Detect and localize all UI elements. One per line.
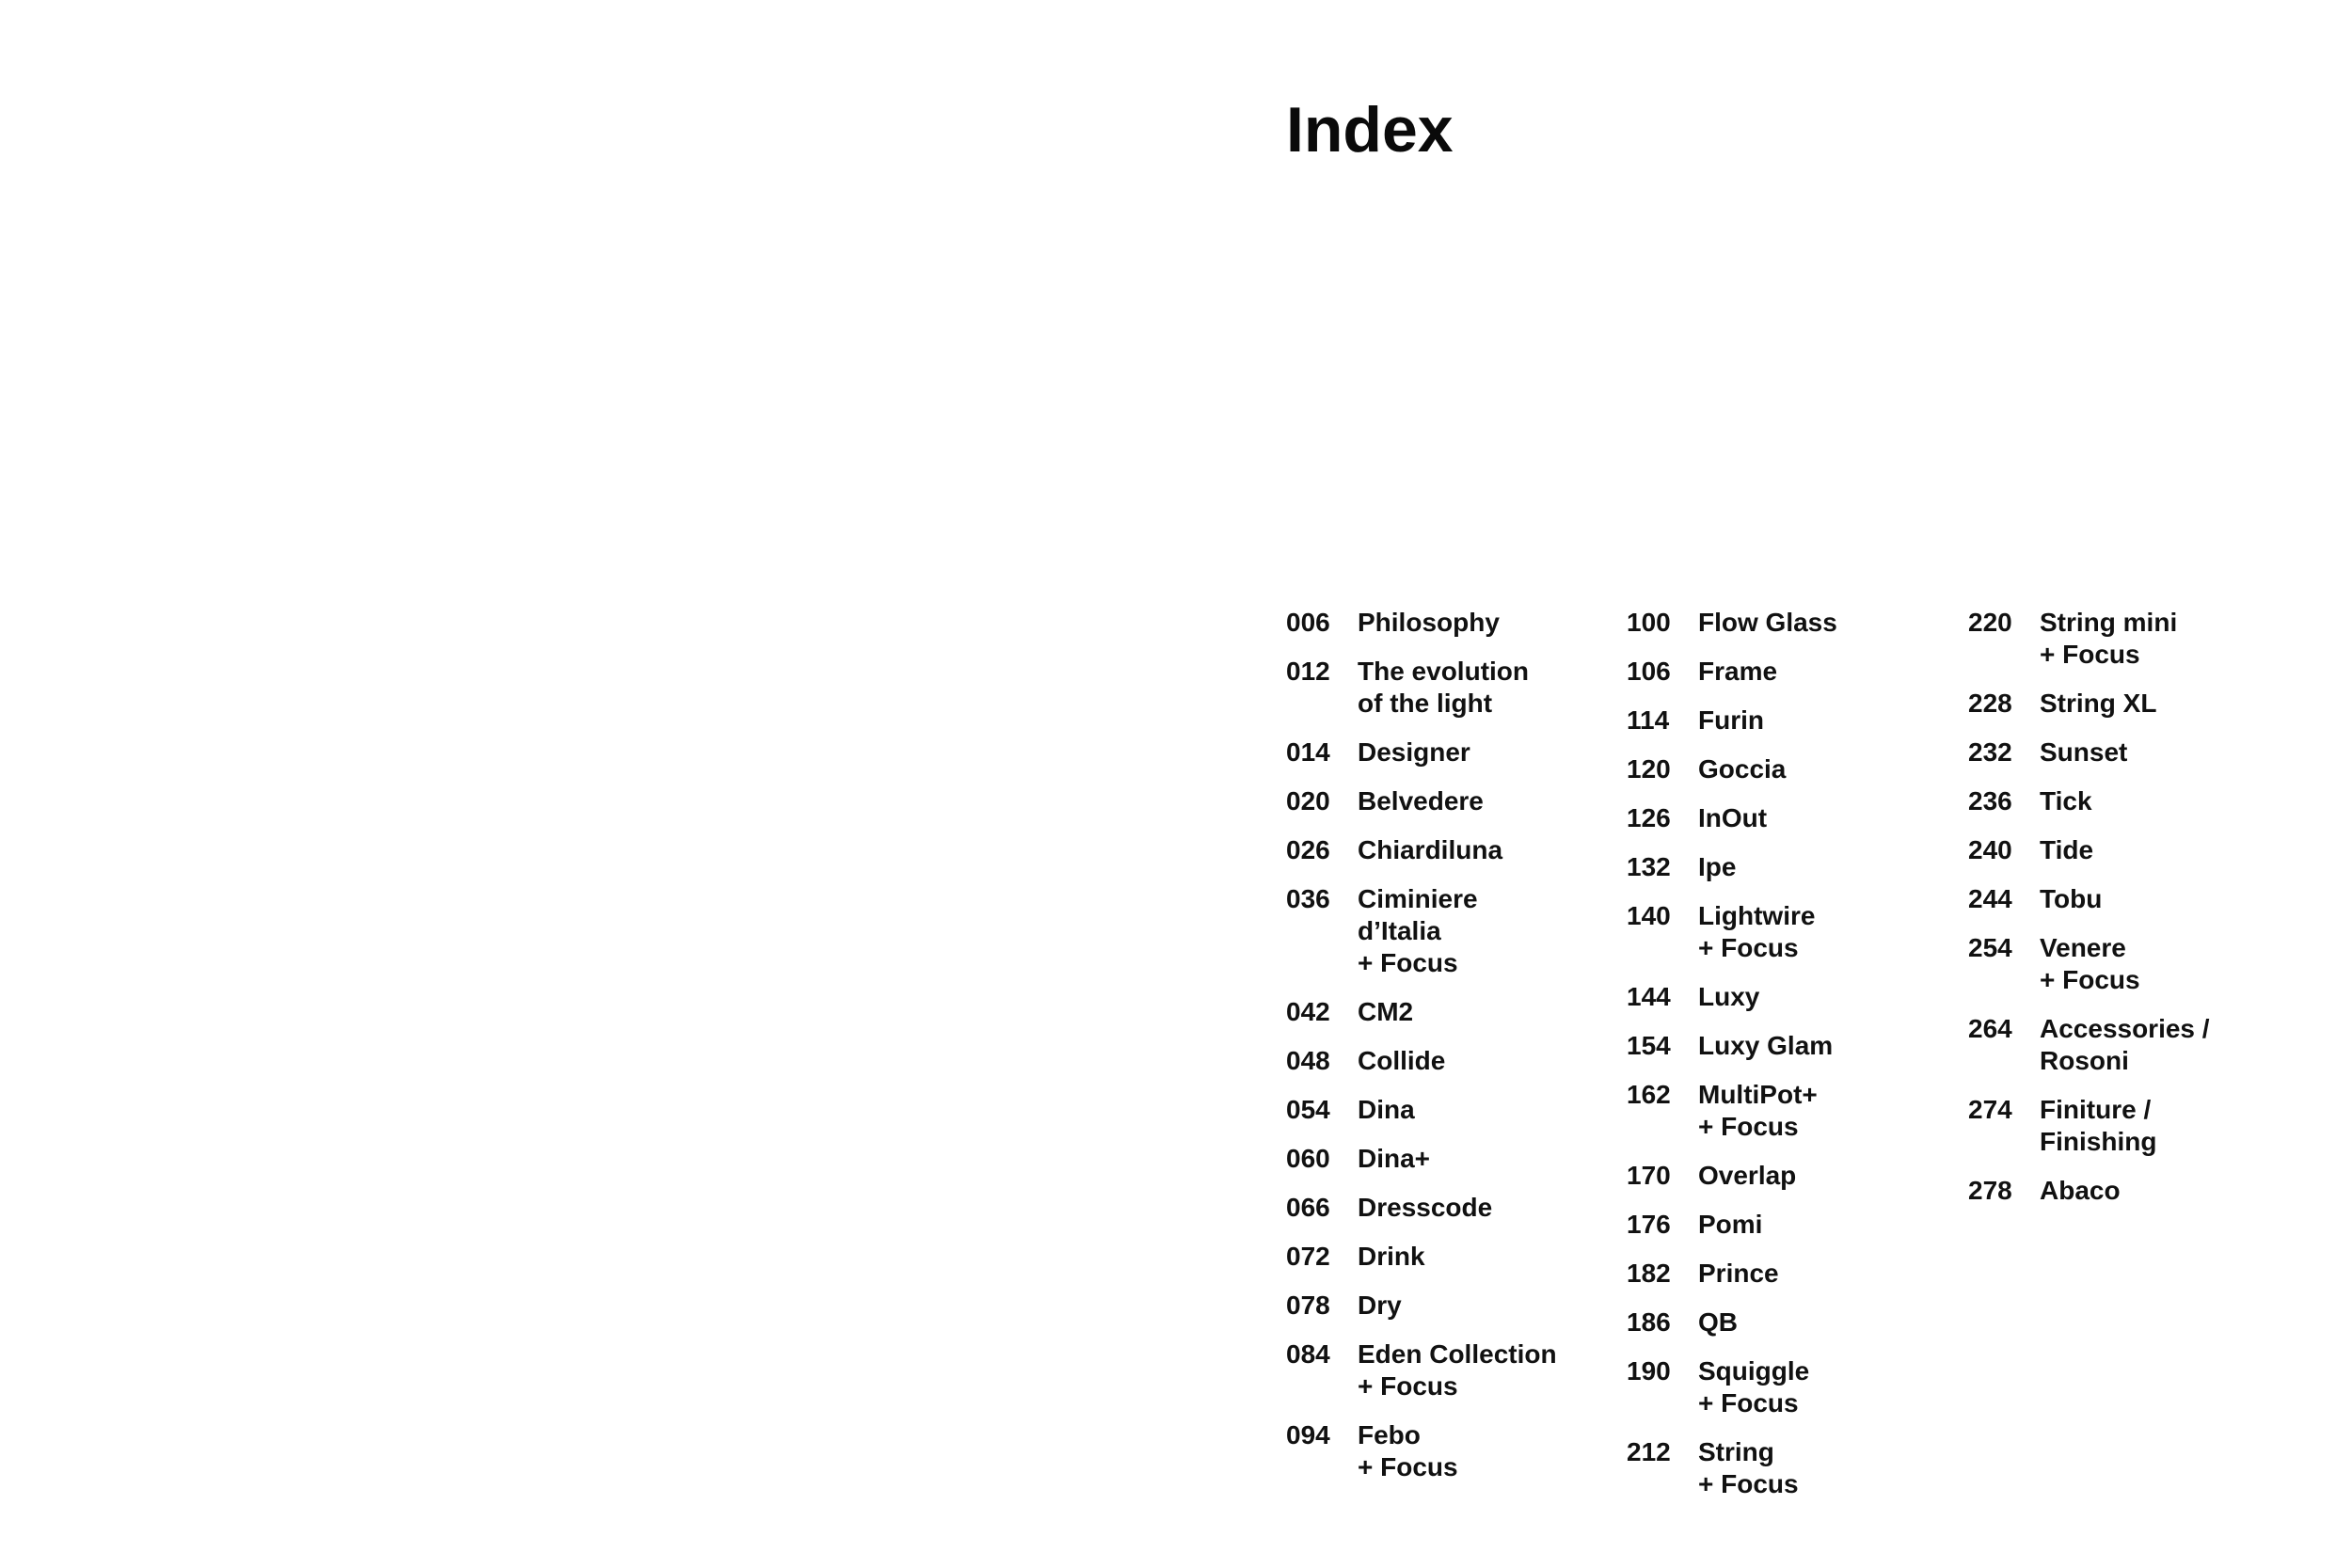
index-entry-page-number: 066 [1286, 1193, 1330, 1222]
index-entry-title: CM2 [1358, 997, 1414, 1026]
index-entry[interactable] [1627, 753, 1951, 785]
index-entry-title: Lightwire + Focus [1698, 901, 1816, 962]
index-entry-title: Prince [1698, 1259, 1779, 1288]
index-entry-page-number: 014 [1286, 737, 1330, 767]
index-entry-page-number: 240 [1968, 835, 2012, 864]
index-entry[interactable] [1286, 736, 1611, 768]
index-entry-page-number: 182 [1627, 1259, 1671, 1288]
index-entry[interactable] [1286, 1045, 1611, 1077]
index-entry-title: The evolution of the light [1358, 657, 1529, 718]
index-column-2 [1627, 607, 1951, 1517]
index-entry-page-number: 012 [1286, 657, 1330, 686]
index-entry-page-number: 254 [1968, 933, 2012, 962]
index-entry-page-number: 228 [1968, 689, 2012, 718]
index-entry-title: Tick [2040, 786, 2092, 816]
index-entry-title: Sunset [2040, 737, 2128, 767]
index-entry[interactable] [1627, 900, 1951, 964]
index-entry-title: Venere + Focus [2040, 933, 2140, 994]
index-entry-title: Goccia [1698, 754, 1787, 784]
index-entry-page-number: 186 [1627, 1307, 1671, 1337]
index-entry[interactable] [1286, 785, 1611, 817]
index-entry-page-number: 084 [1286, 1339, 1330, 1369]
index-entry[interactable] [1286, 883, 1611, 979]
index-entry-page-number: 060 [1286, 1144, 1330, 1173]
index-entry-title: Overlap [1698, 1161, 1797, 1190]
index-entry[interactable] [1286, 1094, 1611, 1126]
index-entry-page-number: 190 [1627, 1356, 1671, 1386]
index-entry[interactable] [1968, 883, 2293, 915]
index-entry-page-number: 094 [1286, 1420, 1330, 1449]
index-entry-page-number: 140 [1627, 901, 1671, 930]
index-entry[interactable] [1968, 932, 2293, 996]
index-entry-page-number: 126 [1627, 803, 1671, 832]
index-entry-title: String mini + Focus [2040, 608, 2178, 669]
index-entry-page-number: 212 [1627, 1437, 1671, 1466]
index-entry[interactable] [1627, 1258, 1951, 1290]
index-entry[interactable] [1286, 1419, 1611, 1483]
index-entry-page-number: 006 [1286, 608, 1330, 637]
index-entry[interactable] [1286, 656, 1611, 720]
index-entry-title: String + Focus [1698, 1437, 1799, 1498]
index-entry[interactable] [1968, 607, 2293, 671]
index-entry-title: Ipe [1698, 852, 1737, 881]
index-entry[interactable] [1627, 802, 1951, 834]
index-entry-page-number: 144 [1627, 982, 1671, 1011]
index-entry-title: Furin [1698, 705, 1764, 735]
index-entry-page-number: 278 [1968, 1176, 2012, 1205]
index-entry[interactable] [1286, 1241, 1611, 1273]
index-entry-title: Philosophy [1358, 608, 1500, 637]
index-entry-title: Designer [1358, 737, 1470, 767]
index-entry-title: Accessories / Rosoni [2040, 1014, 2210, 1075]
index-entry-title: Finiture / Finishing [2040, 1095, 2157, 1156]
index-entry-page-number: 274 [1968, 1095, 2012, 1124]
index-entry-page-number: 026 [1286, 835, 1330, 864]
index-entry-page-number: 020 [1286, 786, 1330, 816]
index-entry-page-number: 048 [1286, 1046, 1330, 1075]
index-entry-title: Luxy [1698, 982, 1760, 1011]
index-entry-page-number: 042 [1286, 997, 1330, 1026]
index-entry-title: Frame [1698, 657, 1778, 686]
index-entry[interactable] [1627, 1030, 1951, 1062]
index-column-3 [1968, 607, 2293, 1224]
index-entry[interactable] [1627, 981, 1951, 1013]
index-entry-title: Luxy Glam [1698, 1031, 1834, 1060]
index-entry-page-number: 264 [1968, 1014, 2012, 1043]
index-entry[interactable] [1286, 1192, 1611, 1224]
index-entry[interactable] [1627, 1079, 1951, 1143]
index-entry-title: Dresscode [1358, 1193, 1493, 1222]
index-entry-page-number: 236 [1968, 786, 2012, 816]
index-entry-title: Dina [1358, 1095, 1415, 1124]
index-entry-page-number: 170 [1627, 1161, 1671, 1190]
index-entry[interactable] [1286, 1290, 1611, 1322]
index-entry[interactable] [1286, 1143, 1611, 1175]
index-entry-title: Eden Collection + Focus [1358, 1339, 1557, 1401]
index-entry-title: MultiPot+ + Focus [1698, 1080, 1818, 1141]
index-entry-title: Ciminiere d’Italia + Focus [1358, 884, 1478, 977]
index-entry-title: Tobu [2040, 884, 2103, 913]
index-entry-page-number: 244 [1968, 884, 2012, 913]
index-entry[interactable] [1968, 736, 2293, 768]
index-entry-title: Febo + Focus [1358, 1420, 1458, 1481]
index-entry-page-number: 078 [1286, 1291, 1330, 1320]
index-entry[interactable] [1627, 851, 1951, 883]
index-entry[interactable] [1627, 656, 1951, 688]
index-entry[interactable] [1627, 607, 1951, 639]
index-entry-page-number: 154 [1627, 1031, 1671, 1060]
index-entry-page-number: 132 [1627, 852, 1671, 881]
index-entry-page-number: 220 [1968, 608, 2012, 637]
index-entry-title: QB [1698, 1307, 1738, 1337]
index-entry[interactable] [1286, 1338, 1611, 1402]
index-entry[interactable] [1968, 688, 2293, 720]
index-entry[interactable] [1627, 1307, 1951, 1338]
index-entry-title: Abaco [2040, 1176, 2121, 1205]
index-entry-title: Pomi [1698, 1210, 1763, 1239]
index-entry-page-number: 100 [1627, 608, 1671, 637]
index-entry[interactable] [1968, 1013, 2293, 1077]
index-entry[interactable] [1968, 834, 2293, 866]
index-entry-page-number: 036 [1286, 884, 1330, 913]
index-entry-title: String XL [2040, 689, 2157, 718]
index-entry-title: InOut [1698, 803, 1768, 832]
page-title: Index [1286, 94, 1454, 166]
index-entry[interactable] [1627, 1355, 1951, 1419]
index-entry-title: Dina+ [1358, 1144, 1431, 1173]
index-entry[interactable] [1627, 1436, 1951, 1500]
index-entry-page-number: 176 [1627, 1210, 1671, 1239]
index-entry[interactable] [1286, 607, 1611, 639]
index-entry[interactable] [1627, 1209, 1951, 1241]
index-entry[interactable] [1968, 1175, 2293, 1207]
index-entry[interactable] [1286, 834, 1611, 866]
index-entry-page-number: 072 [1286, 1242, 1330, 1271]
index-entry-page-number: 106 [1627, 657, 1671, 686]
index-entry[interactable] [1286, 996, 1611, 1028]
index-entry-page-number: 120 [1627, 754, 1671, 784]
index-entry-title: Tide [2040, 835, 2094, 864]
index-entry-title: Belvedere [1358, 786, 1484, 816]
index-entry[interactable] [1968, 1094, 2293, 1158]
index-entry[interactable] [1968, 785, 2293, 817]
index-entry-title: Flow Glass [1698, 608, 1837, 637]
index-entry-page-number: 232 [1968, 737, 2012, 767]
index-entry-title: Chiardiluna [1358, 835, 1503, 864]
index-entry-page-number: 054 [1286, 1095, 1330, 1124]
index-entry-page-number: 162 [1627, 1080, 1671, 1109]
index-entry-title: Drink [1358, 1242, 1425, 1271]
index-column-1 [1286, 607, 1611, 1500]
index-entry[interactable] [1627, 1160, 1951, 1192]
index-entry-title: Collide [1358, 1046, 1446, 1075]
index-entry-title: Dry [1358, 1291, 1402, 1320]
index-entry-title: Squiggle + Focus [1698, 1356, 1810, 1418]
index-entry-page-number: 114 [1627, 705, 1670, 735]
index-entry[interactable] [1627, 705, 1951, 736]
